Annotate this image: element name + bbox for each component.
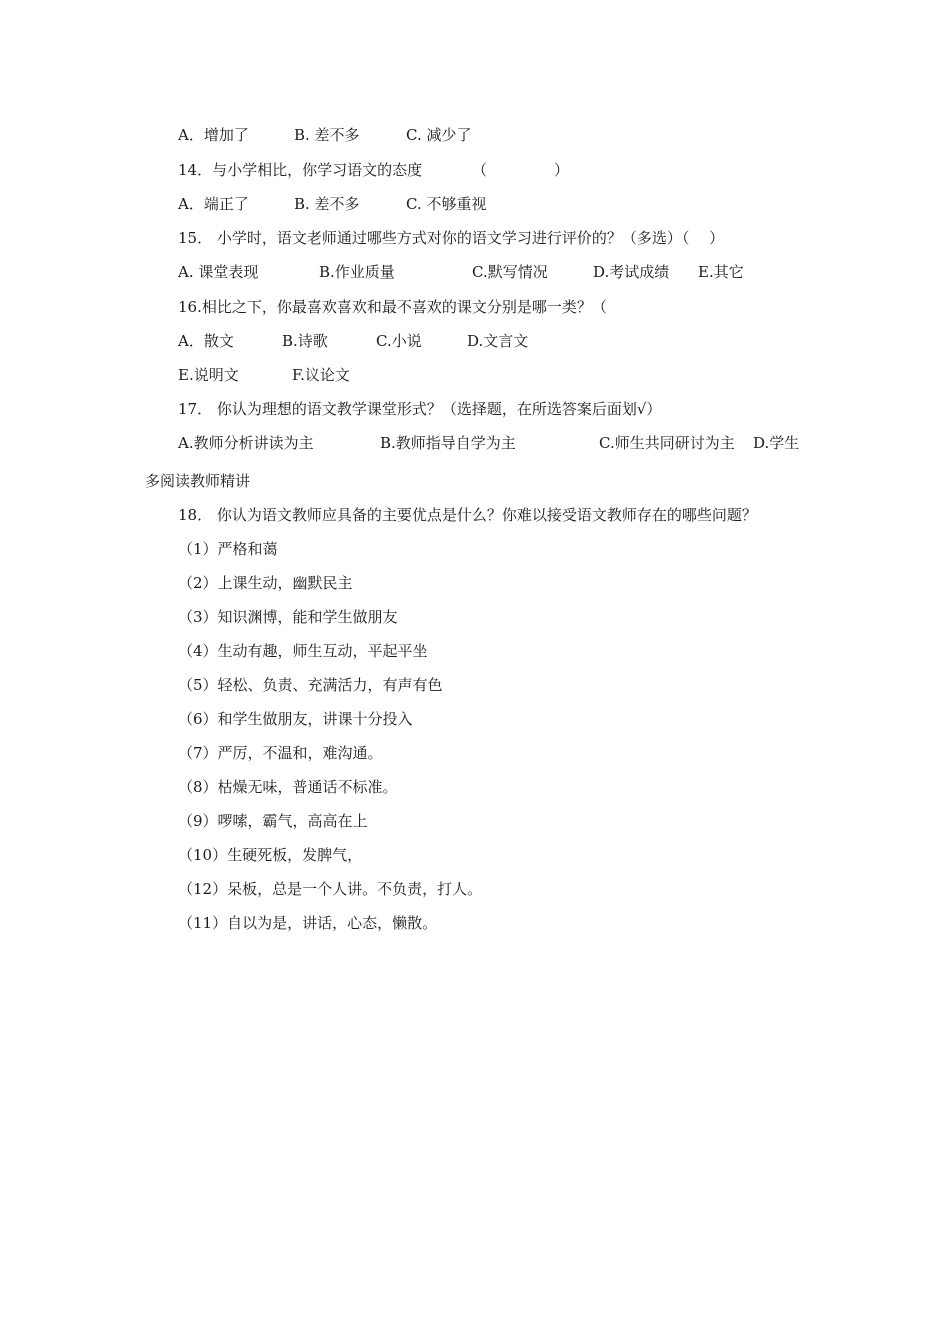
q17-option-d: D.学生 xyxy=(753,434,800,452)
q18-question: 18． 你认为语文教师应具备的主要优点是什么？你难以接受语文教师存在的哪些问题？ xyxy=(178,506,757,524)
q17-option-b: B.教师指导自学为主 xyxy=(380,434,516,452)
q16-option-d: D.文言文 xyxy=(467,332,529,350)
q18-answer-item: （11）自以为是，讲话，心态，懒散。 xyxy=(178,914,438,932)
q18-answer-item: （9）啰嗦，霸气，高高在上 xyxy=(178,812,368,830)
q13-option-b: B. 差不多 xyxy=(294,126,360,144)
q18-answer-item: （7）严厉，不温和，难沟通。 xyxy=(178,744,383,762)
q16-question: 16.相比之下，你最喜欢喜欢和最不喜欢的课文分别是哪一类？（ xyxy=(178,298,607,316)
q18-answer-item: （3）知识渊博，能和学生做朋友 xyxy=(178,608,398,626)
q18-answer-item: （8）枯燥无味，普通话不标准。 xyxy=(178,778,398,796)
q13-option-a: A．增加了 xyxy=(178,126,249,144)
q16-option-c: C.小说 xyxy=(376,332,422,350)
q16-options-row-1 xyxy=(0,331,950,351)
q18-answer-item: （2）上课生动，幽默民主 xyxy=(178,574,353,592)
q15-options-row xyxy=(0,262,950,282)
q17-options-row xyxy=(0,433,950,453)
q17-option-d-continued: 多阅读教师精讲 xyxy=(145,472,251,490)
q16-options-row-2 xyxy=(0,365,950,385)
q18-answer-item: （12）呆板，总是一个人讲。不负责，打人。 xyxy=(178,880,483,898)
q16-option-a: A．散文 xyxy=(178,332,234,350)
q18-answer-item: （5）轻松、负责、充满活力，有声有色 xyxy=(178,676,443,694)
q15-option-e: E.其它 xyxy=(698,263,744,281)
q17-question: 17． 你认为理想的语文教学课堂形式？（选择题，在所选答案后面划√） xyxy=(178,400,662,418)
q14-answer-paren-close: ） xyxy=(554,161,570,179)
q14-question: 14．与小学相比，你学习语文的态度 xyxy=(178,161,423,179)
q14-answer-paren-open: （ xyxy=(472,161,488,179)
q15-option-c: C.默写情况 xyxy=(472,263,548,281)
q15-question: 15． 小学时，语文老师通过哪些方式对你的语文学习进行评价的？（多选）（ ） xyxy=(178,229,725,247)
q18-answer-item: （10）生硬死板，发脾气， xyxy=(178,846,363,864)
q18-answer-item: （4）生动有趣，师生互动，平起平坐 xyxy=(178,642,428,660)
q14-options-row xyxy=(0,194,950,214)
q15-option-d: D.考试成绩 xyxy=(593,263,670,281)
q15-option-b: B.作业质量 xyxy=(319,263,395,281)
q14-option-c: C. 不够重视 xyxy=(406,195,487,213)
q13-options-row xyxy=(0,125,950,145)
q18-answer-item: （6）和学生做朋友，讲课十分投入 xyxy=(178,710,413,728)
q14-question-row xyxy=(0,160,950,180)
q14-option-b: B. 差不多 xyxy=(294,195,360,213)
q17-option-a: A.教师分析讲读为主 xyxy=(178,434,314,452)
q16-option-f: F.议论文 xyxy=(292,366,350,384)
q15-option-a: A. 课堂表现 xyxy=(178,263,259,281)
q17-option-c: C.师生共同研讨为主 xyxy=(599,434,735,452)
q16-option-b: B.诗歌 xyxy=(282,332,328,350)
q16-option-e: E.说明文 xyxy=(178,366,239,384)
q18-answer-item: （1）严格和蔼 xyxy=(178,540,278,558)
q14-option-a: A．端正了 xyxy=(178,195,249,213)
q13-option-c: C. 减少了 xyxy=(406,126,472,144)
